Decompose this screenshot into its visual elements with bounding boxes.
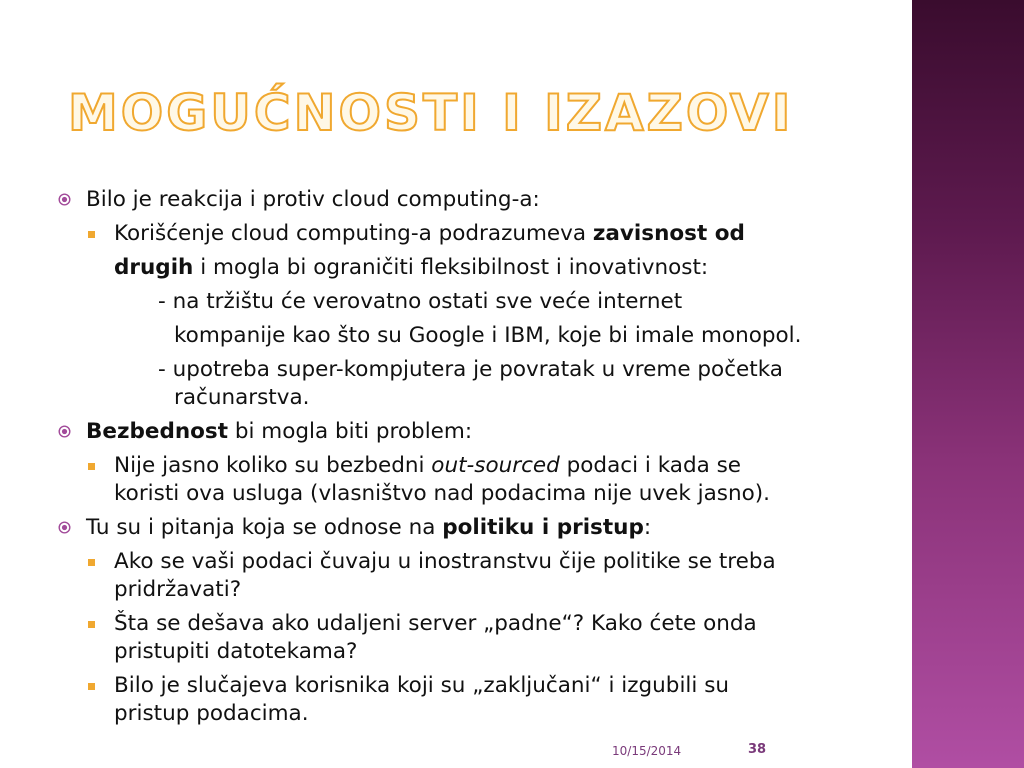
bullet-text: Korišćenje cloud computing-a podrazumeva	[114, 221, 593, 246]
bold-text: zavisnost od	[592, 221, 745, 246]
bullet-text: pristup podacima.	[114, 701, 309, 726]
bold-text: politiku i pristup	[442, 515, 644, 540]
bold-text: Bezbednost	[86, 419, 228, 444]
bullet-2	[58, 418, 918, 446]
bullet-text: Nije jasno koliko su bezbedni	[114, 453, 432, 478]
sub-bullet-3-3-continuation	[58, 700, 918, 728]
square-bullet-icon	[88, 683, 95, 690]
circle-bullet-icon	[58, 521, 71, 534]
indented-line	[58, 322, 918, 350]
page-number: 38	[748, 742, 767, 757]
indented-line	[58, 288, 918, 316]
square-bullet-icon	[88, 621, 95, 628]
bullet-text: pridržavati?	[114, 577, 242, 602]
bullet-text: kompanije kao što su Google i IBM, koje bi imale monopol.	[174, 323, 802, 348]
bullet-text: podaci i kada se	[559, 453, 742, 478]
sub-bullet-2-1-continuation	[58, 480, 918, 508]
slide-content	[58, 186, 918, 728]
sub-bullet-3-2	[58, 610, 918, 638]
sub-bullet-3-1-continuation	[58, 576, 918, 604]
circle-bullet-icon	[58, 193, 71, 206]
bullet-text: - upotreba super-kompjutera je povratak u vreme početka	[158, 357, 783, 382]
bullet-text: pristupiti datotekama?	[114, 639, 358, 664]
circle-bullet-icon	[58, 425, 71, 438]
sub-bullet-1-1	[58, 220, 918, 248]
bullet-text: Šta se dešava ako udaljeni server „padne“? Kako ćete onda	[114, 611, 757, 636]
italic-text: out-sourced	[431, 453, 560, 478]
bullet-text: Bilo je slučajeva korisnika koji su „zaključani“ i izgubili su	[114, 673, 730, 698]
bullet-3	[58, 514, 918, 542]
sub-bullet-2-1	[58, 452, 918, 480]
indented-line	[58, 384, 918, 412]
bullet-text: - na tržištu će verovatno ostati sve veće internet	[158, 289, 683, 314]
bullet-text: Tu su i pitanja koja se odnose na	[86, 515, 443, 540]
bullet-text: i mogla bi ograničiti fleksibilnost i inovativnost:	[193, 255, 709, 280]
bullet-1	[58, 186, 918, 214]
footer-date: 10/15/2014	[612, 744, 682, 758]
sub-bullet-3-1	[58, 548, 918, 576]
decorative-sidebar	[912, 0, 1024, 768]
sub-bullet-1-1-continuation	[58, 254, 918, 282]
sub-bullet-3-3	[58, 672, 918, 700]
bullet-text: Ako se vaši podaci čuvaju u inostranstvu čije politike se treba	[114, 549, 776, 574]
bullet-text: računarstva.	[174, 385, 310, 410]
square-bullet-icon	[88, 559, 95, 566]
indented-line	[58, 356, 918, 384]
bold-text: drugih	[114, 255, 194, 280]
slide-title: MOGUĆNOSTI I IZAZOVI	[68, 84, 794, 142]
square-bullet-icon	[88, 463, 95, 470]
bullet-text: Bilo je reakcija i protiv cloud computing-a:	[86, 187, 540, 212]
bullet-text: bi mogla biti problem:	[228, 419, 473, 444]
bullet-text: :	[643, 515, 652, 540]
square-bullet-icon	[88, 231, 95, 238]
bullet-text: koristi ova usluga (vlasništvo nad podacima nije uvek jasno).	[114, 481, 770, 506]
sub-bullet-3-2-continuation	[58, 638, 918, 666]
